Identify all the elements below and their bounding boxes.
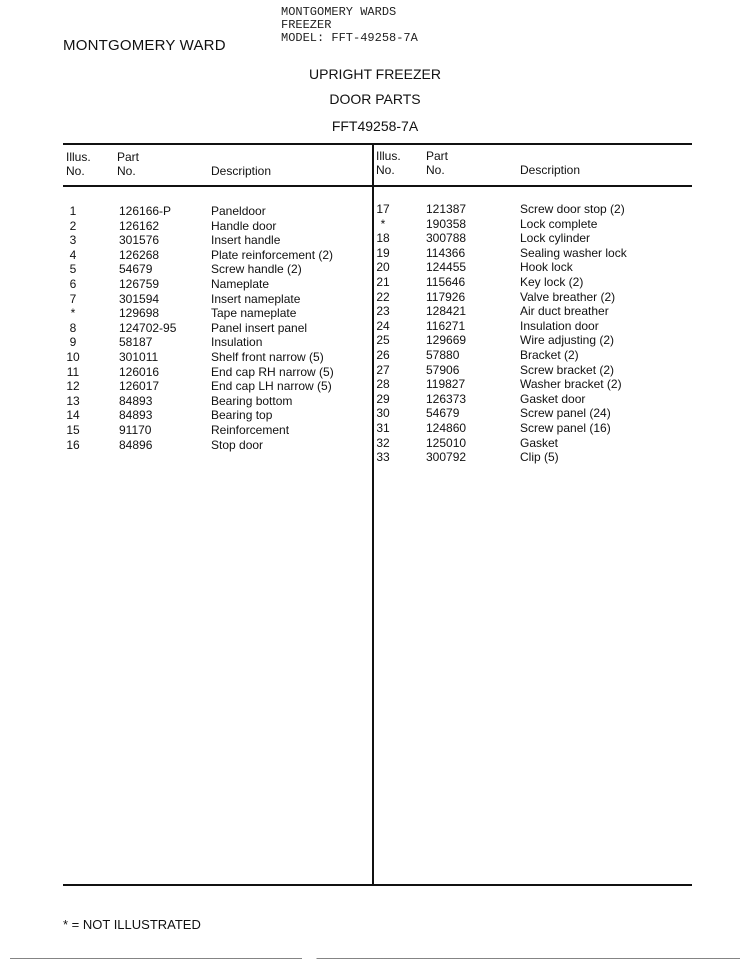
table-top-rule	[63, 143, 692, 145]
illus-number-cell: 15	[66, 423, 80, 437]
table-row	[0, 377, 750, 392]
part-number-cell: 301011	[119, 350, 159, 364]
illus-header-line2: No.	[66, 164, 85, 178]
left-illus-header	[66, 150, 91, 178]
part-number-cell: 300788	[426, 231, 467, 246]
part-number-cell: 84893	[119, 408, 153, 423]
description-cell: Panel insert panel	[211, 320, 308, 335]
typed-header-line2: FREEZER	[281, 18, 332, 32]
table-row	[0, 260, 750, 275]
left-description-header: Description	[211, 164, 272, 178]
illus-number-cell: 11	[66, 364, 80, 379]
table-row	[0, 290, 750, 305]
illus-number-cell: 29	[376, 391, 390, 406]
part-number-cell: 129698	[119, 306, 160, 321]
typed-header-line1: MONTGOMERY WARDS	[281, 5, 397, 19]
description-cell: Valve breather (2)	[520, 289, 616, 304]
description-cell: Hook lock	[520, 260, 573, 275]
table-row	[0, 333, 750, 348]
illus-number-cell: 14	[66, 408, 80, 423]
illus-number-cell: 1	[69, 204, 77, 218]
description-cell: Tape nameplate	[211, 306, 297, 321]
part-number-cell: 115646	[426, 275, 466, 289]
description-cell: Screw door stop (2)	[520, 202, 625, 216]
description-cell: End cap RH narrow (5)	[211, 364, 334, 379]
part-number-cell: 58187	[119, 335, 153, 350]
table-row	[0, 319, 750, 334]
table-row	[0, 348, 750, 363]
table-row	[0, 363, 750, 378]
illus-header-line2: No.	[376, 163, 395, 177]
illus-number-cell: 21	[376, 275, 390, 289]
table-row	[0, 392, 750, 407]
right-illus-header	[376, 149, 401, 177]
part-number-cell: 84893	[119, 393, 153, 408]
description-cell: Insulation	[211, 335, 263, 350]
description-cell: Bracket (2)	[520, 348, 579, 362]
description-cell: Insert handle	[211, 233, 281, 248]
illus-number-cell: 4	[69, 247, 77, 262]
part-number-cell: 124860	[426, 421, 467, 435]
illus-number-cell: 19	[376, 245, 390, 260]
illus-number-cell: 33	[376, 450, 390, 465]
part-number-cell: 57880	[426, 348, 460, 362]
part-number-cell: 57906	[426, 362, 460, 377]
illus-number-cell: 9	[69, 335, 77, 350]
illus-number-cell: 2	[69, 218, 77, 233]
footnote: * = NOT ILLUSTRATED	[63, 917, 201, 932]
part-header-line1: Part	[426, 149, 449, 163]
illus-number-cell: 10	[66, 350, 80, 364]
illus-number-cell: 32	[376, 435, 390, 450]
part-number-cell: 114366	[426, 245, 466, 260]
description-cell: Bearing top	[211, 408, 273, 423]
table-row	[0, 246, 750, 261]
description-cell: Screw handle (2)	[211, 262, 302, 277]
description-cell: Plate reinforcement (2)	[211, 247, 334, 262]
illus-number-cell: *	[380, 216, 386, 231]
part-number-cell: 126268	[119, 247, 160, 262]
part-number-cell: 126017	[119, 379, 160, 394]
illus-number-cell: 18	[376, 231, 390, 246]
brand-name: MONTGOMERY WARD	[63, 37, 226, 54]
part-number-cell: 301594	[119, 291, 160, 306]
description-cell: End cap LH narrow (5)	[211, 379, 332, 394]
table-row	[0, 217, 750, 232]
illus-header-line1: Illus.	[66, 150, 91, 164]
illus-number-cell: 23	[376, 304, 390, 319]
illus-number-cell: 6	[69, 277, 77, 291]
description-cell: Nameplate	[211, 277, 270, 291]
table-row	[0, 406, 750, 421]
part-number-cell: 91170	[119, 423, 152, 437]
description-cell: Reinforcement	[211, 423, 290, 437]
illus-number-cell: 24	[376, 318, 390, 333]
illus-number-cell: 17	[376, 202, 390, 216]
part-number-cell: 126016	[119, 364, 160, 379]
illus-number-cell: 13	[66, 393, 80, 408]
model-number: FFT49258-7A	[331, 118, 419, 134]
description-cell: Lock cylinder	[520, 231, 591, 246]
description-cell: Lock complete	[520, 216, 598, 231]
part-number-cell: 126162	[119, 218, 160, 233]
description-cell: Key lock (2)	[520, 275, 584, 289]
description-cell: Stop door	[211, 437, 264, 452]
part-header-line1: Part	[117, 150, 140, 164]
part-header-line2: No.	[117, 164, 136, 178]
description-cell: Handle door	[211, 218, 277, 233]
part-number-cell: 124455	[426, 260, 467, 275]
description-cell: Wire adjusting (2)	[520, 333, 615, 348]
illus-header-line1: Illus.	[376, 149, 401, 163]
illus-number-cell: 26	[376, 348, 390, 362]
description-cell: Sealing washer lock	[520, 245, 627, 260]
part-number-cell: 128421	[426, 304, 467, 319]
table-bottom-rule	[63, 884, 692, 886]
part-number-cell: 124702-95	[119, 320, 177, 335]
illus-number-cell: 3	[69, 233, 77, 248]
illus-number-cell: 28	[376, 377, 390, 392]
part-number-cell: 126759	[119, 277, 160, 291]
table-row	[0, 421, 750, 436]
page-edge-rule	[10, 958, 740, 959]
illus-number-cell: 25	[376, 333, 390, 348]
page-title: UPRIGHT FREEZER	[309, 66, 441, 82]
illus-number-cell: 31	[376, 421, 390, 435]
part-number-cell: 117926	[426, 289, 466, 304]
description-cell: Screw panel (16)	[520, 421, 611, 435]
part-number-cell: 116271	[426, 318, 466, 333]
illus-number-cell: 27	[376, 362, 390, 377]
table-header-rule	[63, 185, 692, 187]
table-row	[0, 202, 750, 217]
left-part-header	[117, 150, 139, 178]
illus-number-cell: 20	[376, 260, 390, 275]
illus-number-cell: *	[70, 306, 76, 321]
part-number-cell: 301576	[119, 233, 160, 248]
illus-number-cell: 12	[66, 379, 80, 394]
description-cell: Insert nameplate	[211, 291, 301, 306]
description-cell: Paneldoor	[211, 204, 266, 218]
typed-header	[281, 6, 418, 45]
part-number-cell: 125010	[426, 435, 467, 450]
table-row	[0, 231, 750, 246]
right-description-header: Description	[520, 163, 581, 177]
description-cell: Shelf front narrow (5)	[211, 350, 324, 364]
illus-number-cell: 5	[69, 262, 77, 277]
part-number-cell: 126166-P	[119, 204, 172, 218]
typed-header-line3: MODEL: FFT-49258-7A	[281, 31, 418, 45]
part-number-cell: 190358	[426, 216, 467, 231]
description-cell: Gasket	[520, 435, 559, 450]
table-row	[0, 450, 750, 465]
part-number-cell: 300792	[426, 450, 467, 465]
illus-number-cell: 30	[376, 406, 390, 421]
description-cell: Air duct breather	[520, 304, 609, 319]
description-cell: Gasket door	[520, 391, 586, 406]
description-cell: Screw bracket (2)	[520, 362, 615, 377]
part-number-cell: 129669	[426, 333, 467, 348]
description-cell: Washer bracket (2)	[520, 377, 622, 392]
part-number-cell: 126373	[426, 391, 467, 406]
description-cell: Screw panel (24)	[520, 406, 611, 421]
illus-number-cell: 16	[66, 437, 80, 452]
illus-number-cell: 22	[376, 289, 390, 304]
part-number-cell: 54679	[426, 406, 460, 421]
table-row	[0, 436, 750, 451]
part-number-cell: 121387	[426, 202, 467, 216]
table-row	[0, 275, 750, 290]
right-part-header	[426, 149, 448, 177]
part-number-cell: 119827	[426, 377, 466, 392]
part-number-cell: 84896	[119, 437, 153, 452]
part-number-cell: 54679	[119, 262, 153, 277]
illus-number-cell: 8	[69, 320, 77, 335]
page-subtitle: DOOR PARTS	[329, 91, 421, 107]
part-header-line2: No.	[426, 163, 445, 177]
table-row	[0, 304, 750, 319]
description-cell: Insulation door	[520, 318, 599, 333]
illus-number-cell: 7	[69, 291, 77, 306]
description-cell: Clip (5)	[520, 450, 559, 465]
description-cell: Bearing bottom	[211, 393, 293, 408]
